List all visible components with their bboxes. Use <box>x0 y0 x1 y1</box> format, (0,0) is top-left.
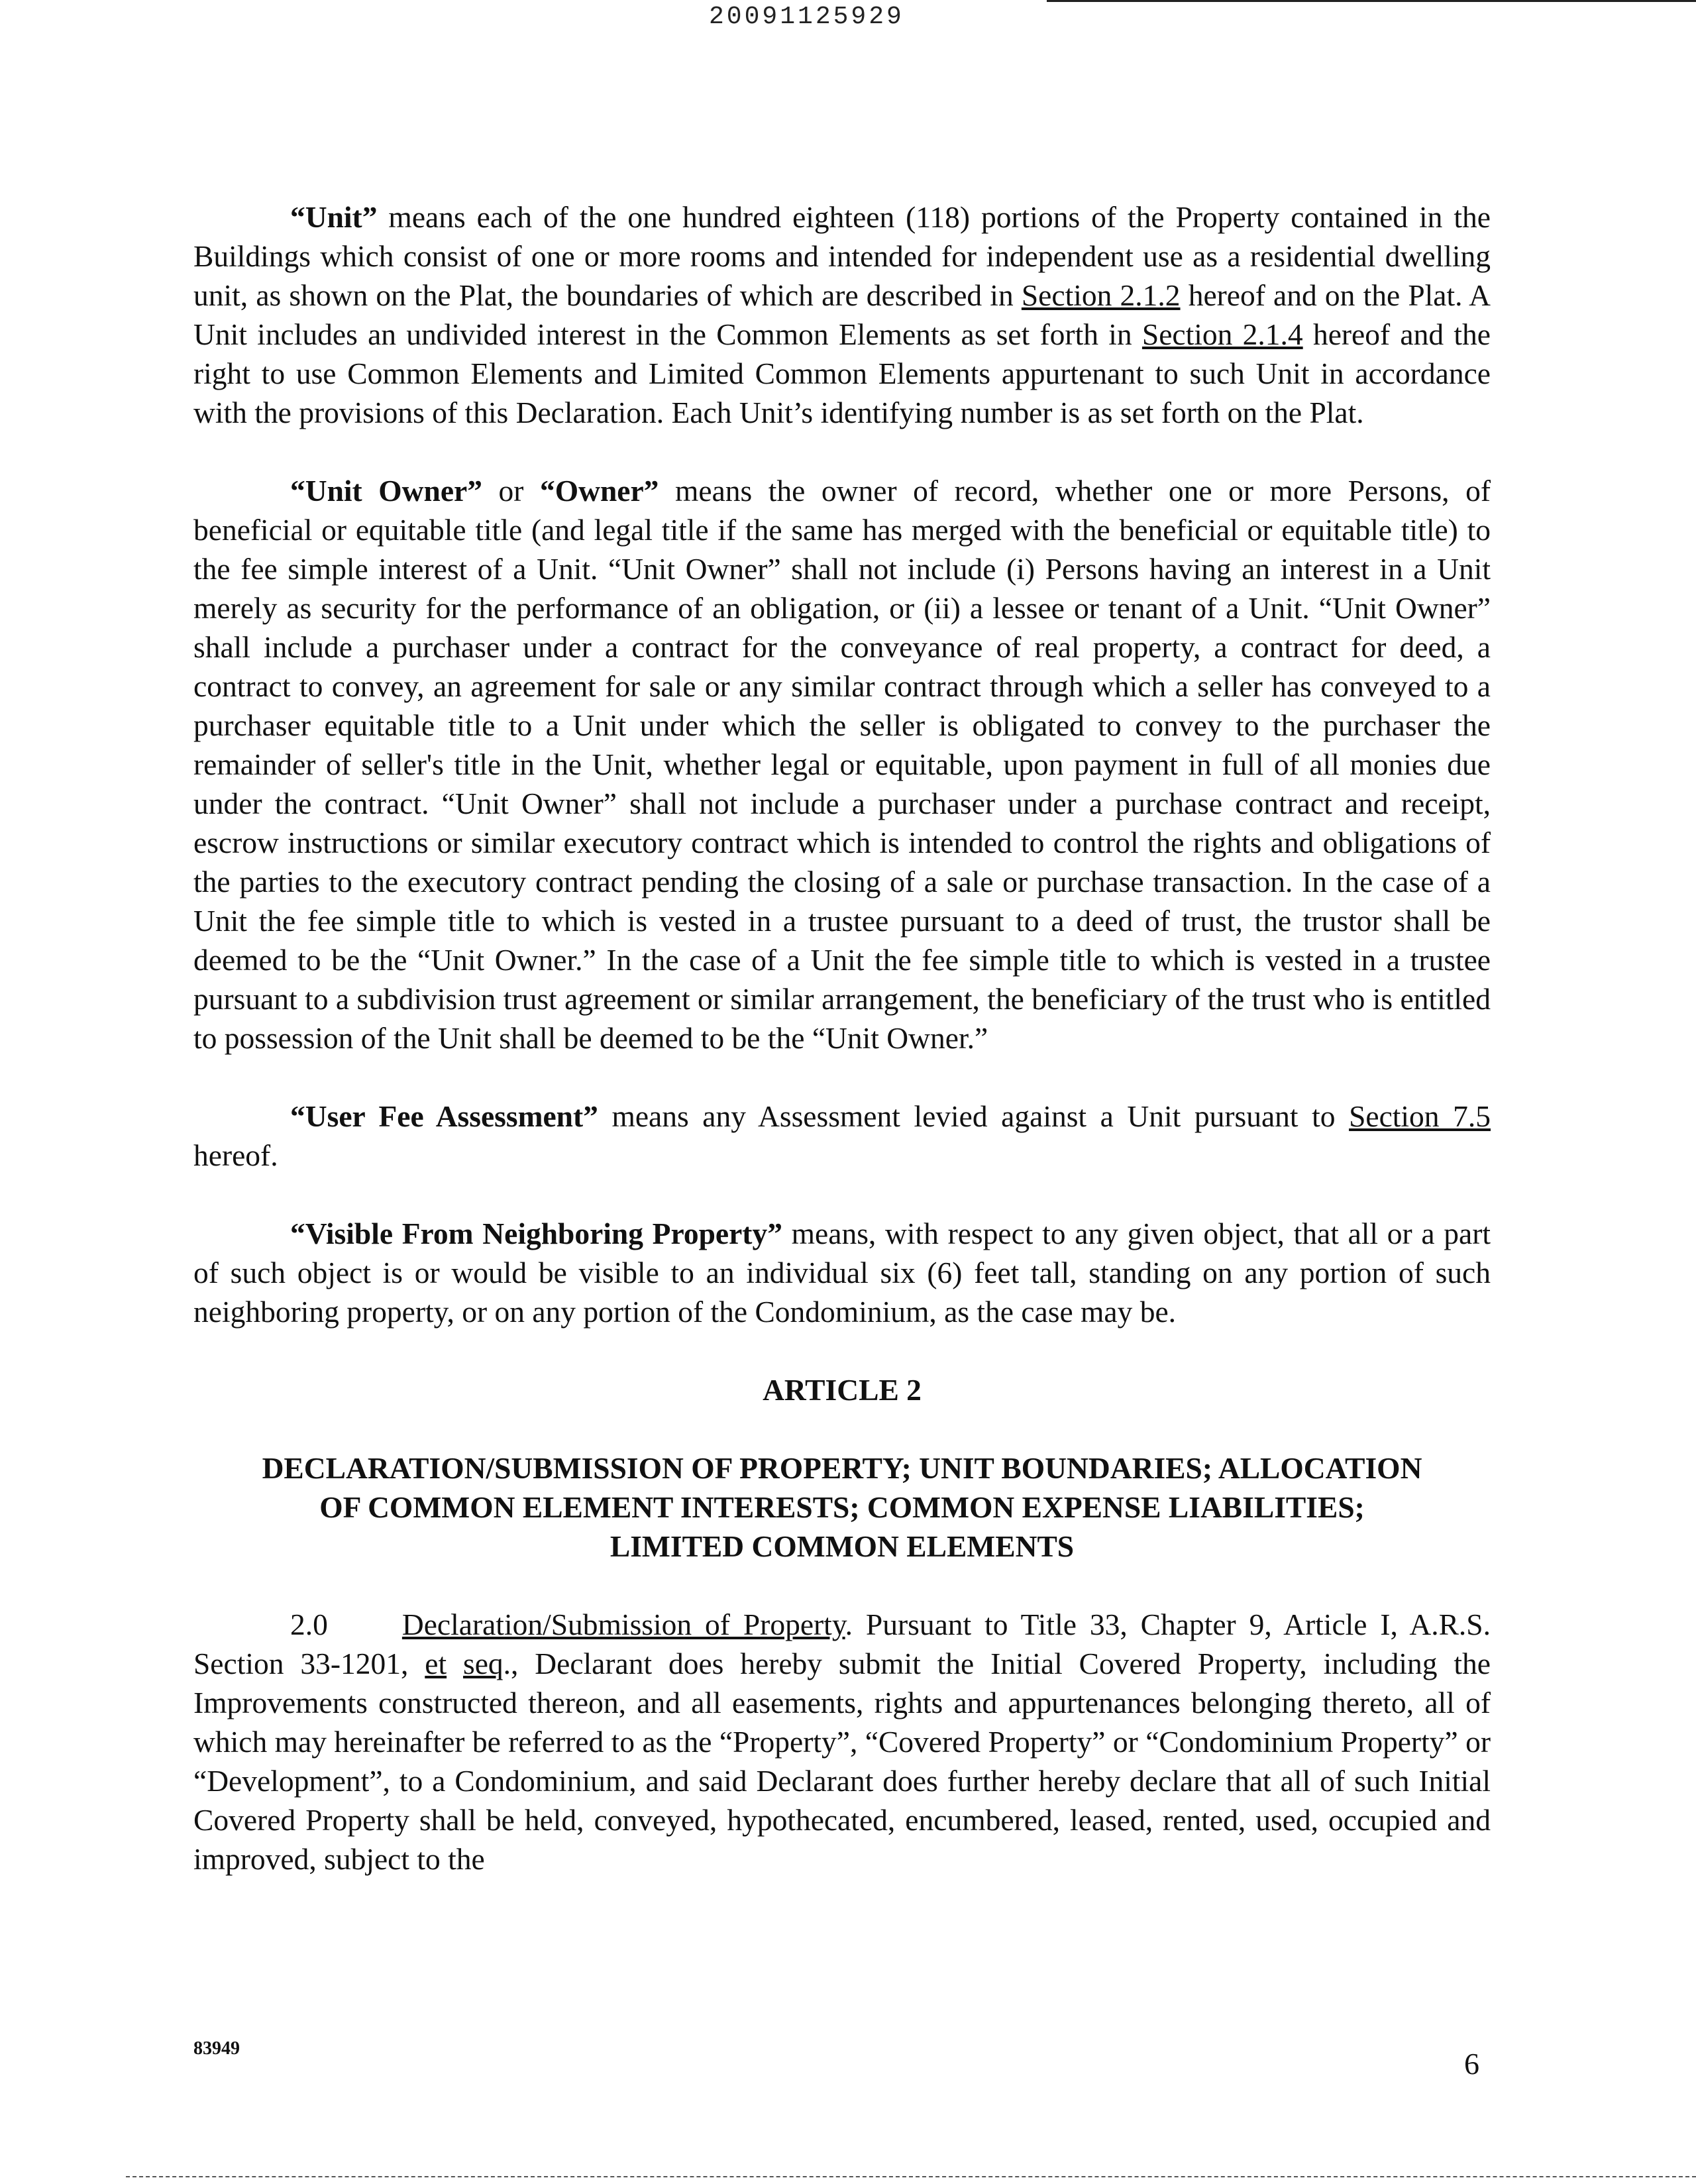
article-heading-line-2: OF COMMON ELEMENT INTERESTS; COMMON EXPENSE LIABILITIES; <box>319 1490 1365 1524</box>
section-link-2-1-2[interactable]: Section 2.1.2 <box>1021 278 1181 312</box>
section-2-0: 2.0 Declaration/Submission of Property. Pursuant to Title 33, Chapter 9, Article I, A.R.S. Section 33-1201, et seq., Declarant does hereby submit the Initial Covered Property, including the Improvements constructed thereon, and all easements, rights and appurtenances belonging thereto, all of which may hereinafter be referred to as the “Property”, “Covered Property” or “Condominium Property” or “Development”, to a Condominium, and said Declarant does further hereby declare that all of such Initial Covered Property shall be held, conveyed, hypothecated, encumbered, leased, rented, used, occupied and improved, subject to the <box>193 1608 1491 1876</box>
article-heading <box>193 1448 1491 1566</box>
top-rule <box>1047 0 1696 2</box>
section-link-2-1-4[interactable]: Section 2.1.4 <box>1141 317 1303 351</box>
section-link-7-5[interactable]: Section 7.5 <box>1349 1099 1491 1133</box>
definition-user-fee-assessment: “User Fee Assessment” means any Assessment levied against a Unit pursuant to Section 7.5 hereof. <box>193 1099 1491 1172</box>
term-owner: “Owner” <box>539 474 659 508</box>
article-heading-line-3: LIMITED COMMON ELEMENTS <box>610 1529 1075 1563</box>
page-number: 6 <box>1464 2047 1479 2081</box>
term-visible-from-neighboring-property: “Visible From Neighboring Property” <box>290 1217 782 1250</box>
section-number: 2.0 <box>290 1608 328 1641</box>
document-body <box>193 197 1491 1918</box>
article-title: ARTICLE 2 <box>763 1373 922 1407</box>
bottom-rule <box>126 2176 1696 2179</box>
term-unit: “Unit” <box>290 200 378 234</box>
section-title: Declaration/Submission of Property <box>401 1608 845 1641</box>
seq-abbrev: seq <box>462 1647 504 1680</box>
term-user-fee-assessment: “User Fee Assessment” <box>290 1099 598 1133</box>
definition-visible-from-neighboring-property: “Visible From Neighboring Property” means, with respect to any given object, that all or a part of such object is or would be visible to an individual six (6) feet tall, standing on any portion of such neighboring property, or on any portion of the Condominium, as the case may be. <box>193 1217 1491 1329</box>
article-heading-line-1: DECLARATION/SUBMISSION OF PROPERTY; UNIT BOUNDARIES; ALLOCATION <box>262 1451 1422 1485</box>
definition-unit-owner: “Unit Owner” or “Owner” means the owner of record, whether one or more Persons, of beneficial or equitable title (and legal title if the same has merged with the beneficial or equitable title) to the fee simple interest of a Unit. “Unit Owner” shall not include (i) Persons having an interest in a Unit merely as security for the performance of an obligation, or (ii) a lessee or tenant of a Unit. “Unit Owner” shall include a purchaser under a contract for the conveyance of real property, a contract for deed, a contract to convey, an agreement for sale or any similar contract through which a seller has conveyed to a purchaser equitable title to a Unit under which the seller is obligated to convey to the purchaser the remainder of seller's title in the Unit, whether legal or equitable, upon payment in full of all monies due under the contract. “Unit Owner” shall not include a purchaser under a purchase contract and receipt, escrow instructions or similar executory contract which is intended to control the rights and obligations of the parties to the executory contract pending the closing of a sale or purchase transaction. In the case of a Unit the fee simple title to which is vested in a trustee pursuant to a deed of trust, the trustor shall be deemed to be the “Unit Owner.” In the case of a Unit the fee simple title to which is vested in a trustee pursuant to a subdivision trust agreement or similar arrangement, the beneficiary of the trust who is entitled to possession of the Unit shall be deemed to be the “Unit Owner.” <box>193 474 1491 1055</box>
et-abbrev: et <box>425 1647 447 1680</box>
definition-unit: “Unit” means each of the one hundred eighteen (118) portions of the Property contained in the Buildings which consist of one or more rooms and intended for independent use as a residential dwelling unit, as shown on the Plat, the boundaries of which are described in Section 2.1.2 hereof and on the Plat. A Unit includes an undivided interest in the Common Elements as set forth in Section 2.1.4 hereof and the right to use Common Elements and Limited Common Elements appurtenant to such Unit in accordance with the provisions of this Declaration. Each Unit’s identifying number is as set forth on the Plat. <box>193 200 1491 429</box>
term-unit-owner: “Unit Owner” <box>290 474 482 508</box>
document-id: 83949 <box>193 2038 240 2059</box>
recording-number: 20091125929 <box>709 3 904 31</box>
